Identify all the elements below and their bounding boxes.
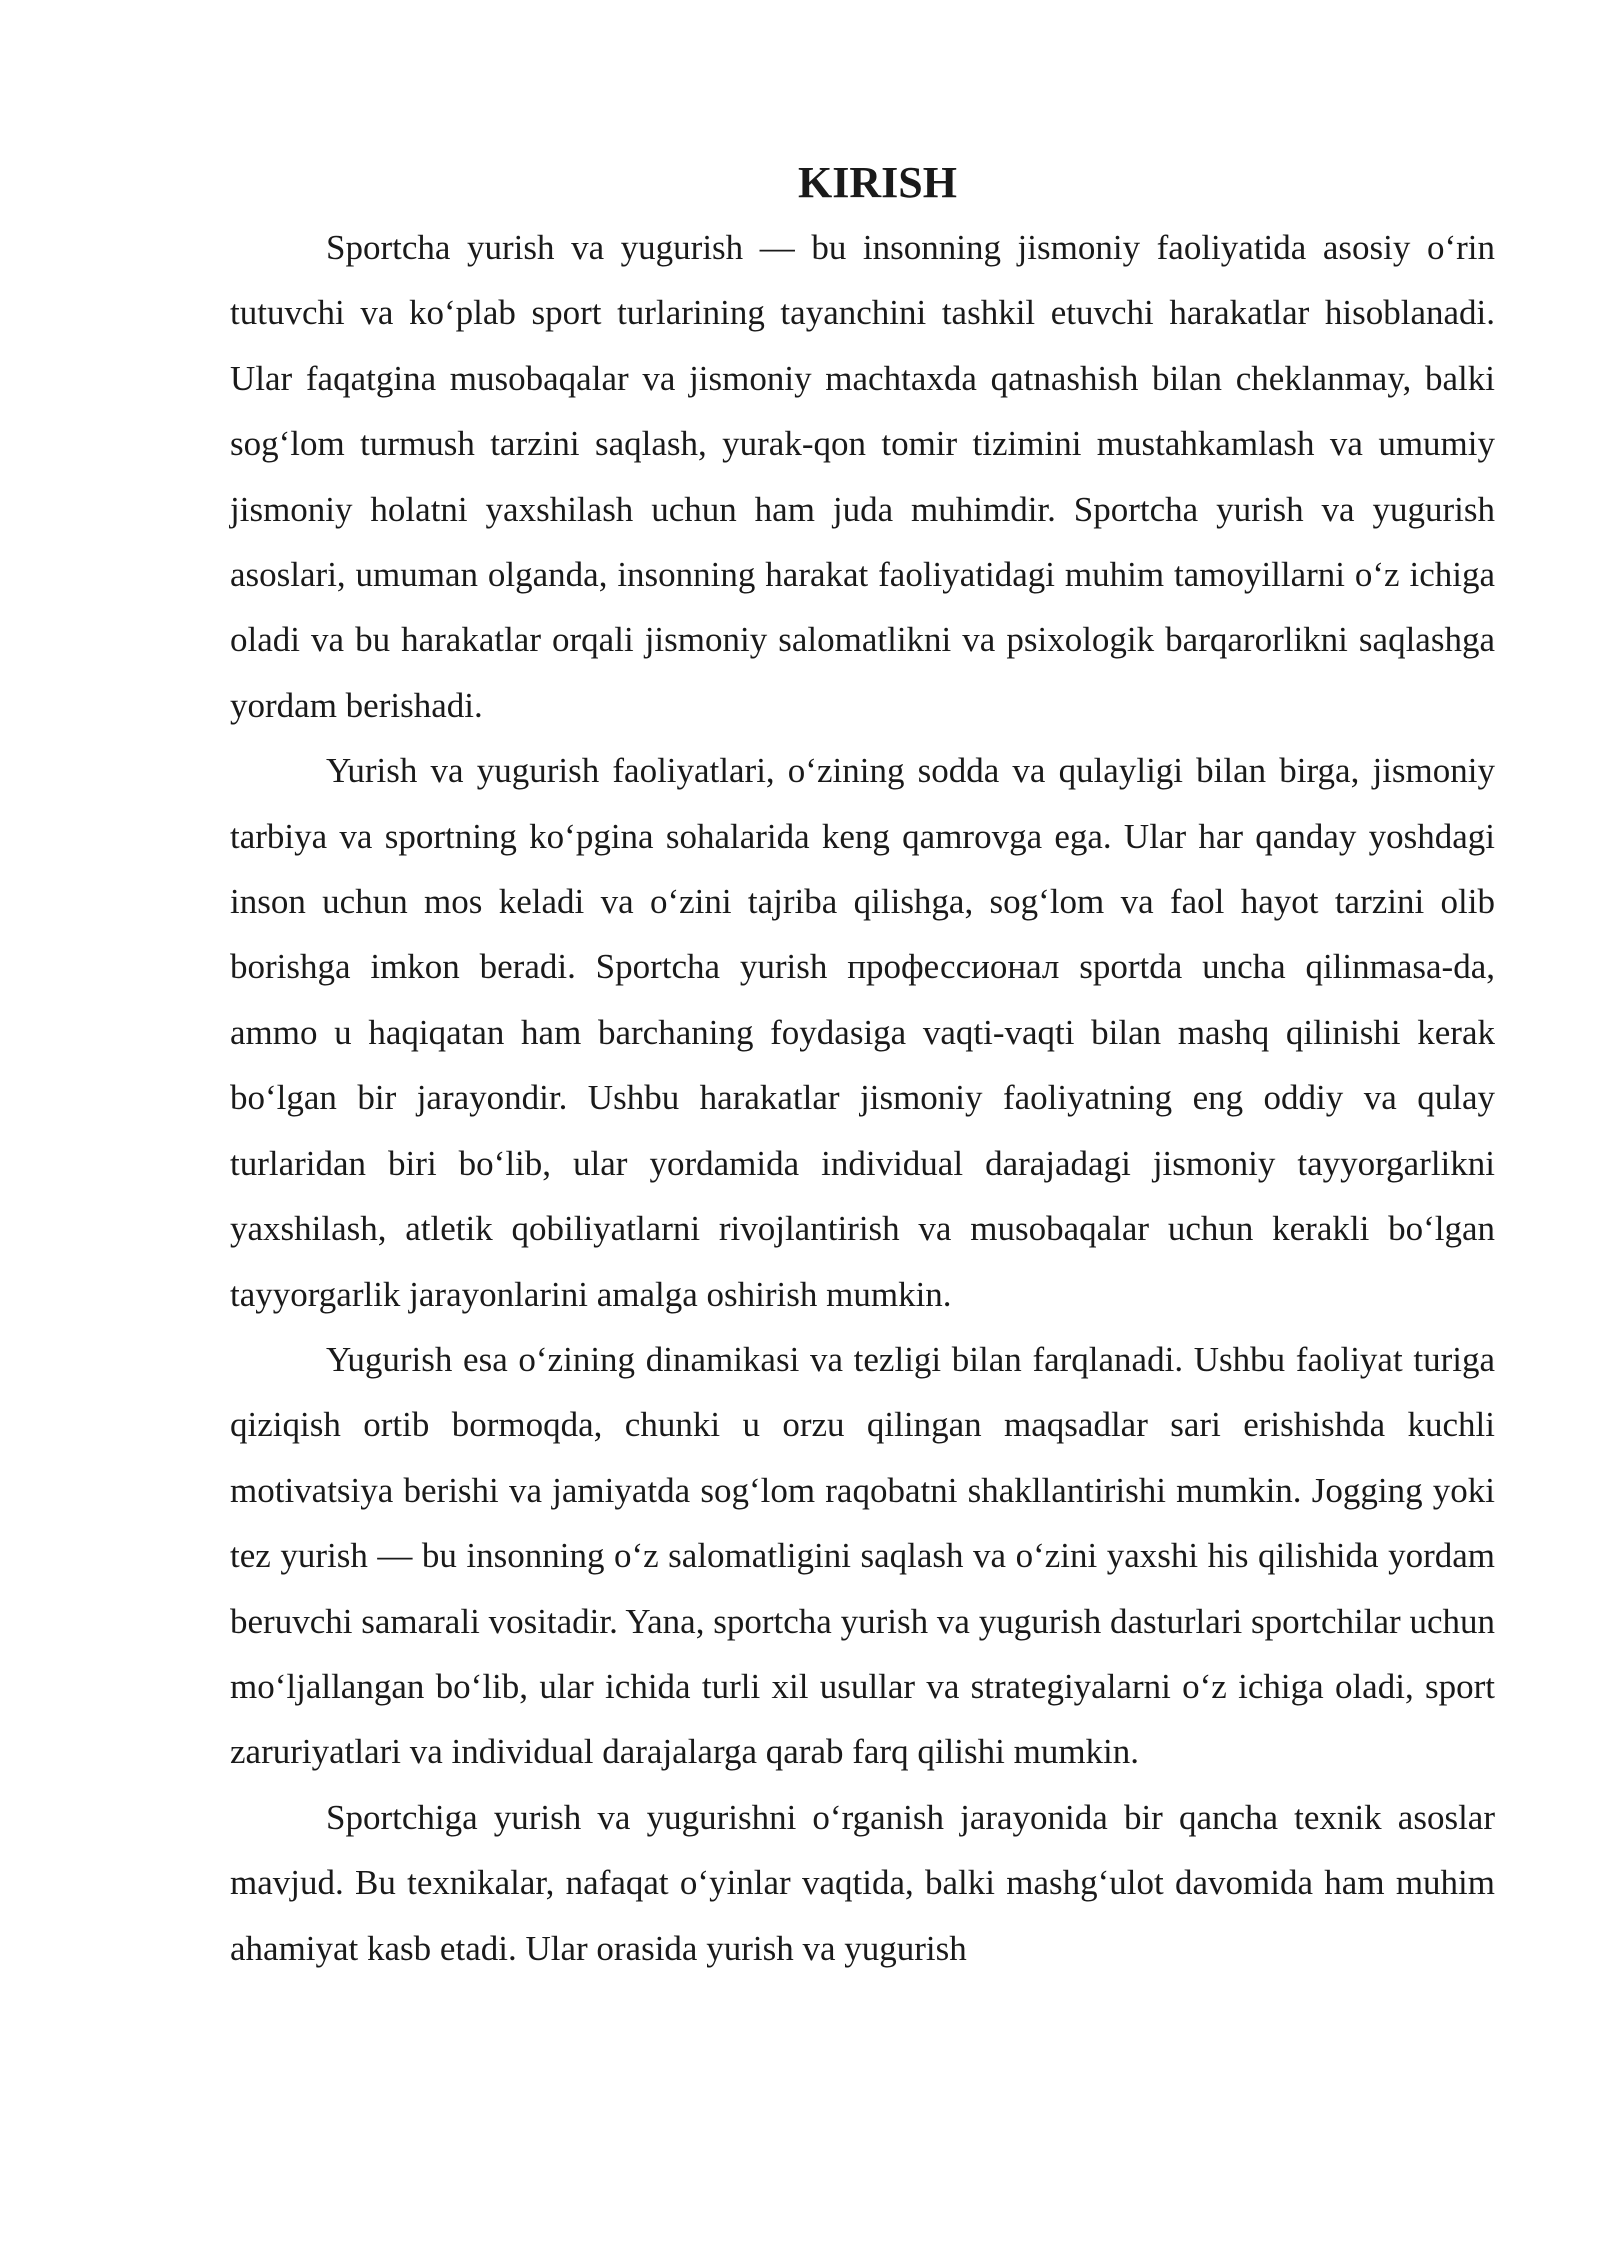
paragraph: Sportchiga yurish va yugurishni o‘rganish jarayonida bir qancha texnik asoslar mavjud. Bu texnikalar, nafaqat o‘yinlar vaqtida, balki mashg‘ulot davomida ham muhim ahamiyat kasb etadi. Ular orasida yurish va yugurish [230,1797,1495,1968]
paragraph: Yurish va yugurish faoliyatlari, o‘zining sodda va qulayligi bilan birga, jismoniy tarbiya va sportning ko‘pgina sohalarida keng qamrovga ega. Ular har qanday yoshdagi inson uchun mos keladi va o‘zini tajriba qilishga, sog‘lom va faol hayot tarzini olib borishga imkon beradi. Sportcha yurish профессионал sportda uncha qilinmasa-da, ammo u haqiqatan ham barchaning foydasiga vaqti-vaqti bilan mashq qilinishi kerak bo‘lgan bir jarayondir. Ushbu harakatlar jismoniy faoliyatning eng oddiy va qulay turlaridan biri bo‘lib, ular yordamida individual darajadagi jismoniy tayyorgarlikni yaxshilash, atletik qobiliyatlarni rivojlantirish va musobaqalar uchun kerakli bo‘lgan tayyorgarlik jarayonlarini amalga oshirish mumkin. [230,751,1495,1314]
paragraph: Yugurish esa o‘zining dinamikasi va tezligi bilan farqlanadi. Ushbu faoliyat turiga qiziqish ortib bormoqda, chunki u orzu qilingan maqsadlar sari erishishda kuchli motivatsiya berishi va jamiyatda sog‘lom raqobatni shakllantirishi mumkin. Jogging yoki tez yurish — bu insonning o‘z salomatligini saqlash va o‘zini yaxshi his qilishida yordam beruvchi samarali vositadir. Yana, sportcha yurish va yugurish dasturlari sportchilar uchun mo‘ljallangan bo‘lib, ular ichida turli xil usullar va strategiyalarni o‘z ichiga oladi, sport zaruriyatlari va individual darajalarga qarab farq qilishi mumkin. [230,1339,1495,1772]
document-body [230,150,1495,1981]
paragraph: Sportcha yurish va yugurish — bu insonning jismoniy faoliyatida asosiy o‘rin tutuvchi va ko‘plab sport turlarining tayanchini tashkil etuvchi harakatlar hisoblanadi. Ular faqatgina musobaqalar va jismoniy machtaxda qatnashish bilan cheklanmay, balki sog‘lom turmush tarzini saqlash, yurak-qon tomir tizimini mustahkamlash va umumiy jismoniy holatni yaxshilash uchun ham juda muhimdir. Sportcha yurish va yugurish asoslari, umuman olganda, insonning harakat faoliyatidagi muhim tamoyillarni o‘z ichiga oladi va bu harakatlar orqali jismoniy salomatlikni va psixologik barqarorlikni saqlashga yordam berishadi. [230,228,1495,725]
page-title: KIRISH [798,158,957,207]
